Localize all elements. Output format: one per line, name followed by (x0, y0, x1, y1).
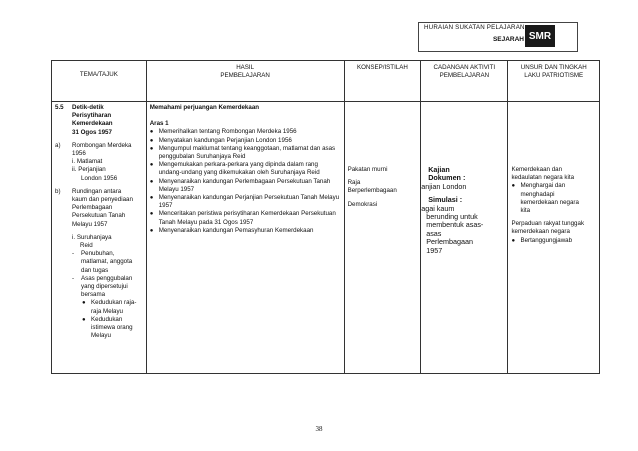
table-header-row (52, 61, 600, 102)
tema-cell: 5.5 Detik-detik Perisytiharan Kemerdekaan 31 Ogos 1957 a) Rombongan Merdeka 1956 i. Matlamat ii. Perjanjian London 1956 b) Rundingan antara kaum dan penyediaan Perlembagaan Persekutuan Tanah Melayu 1957 i. Suruhanjaya Reid - Penubuhan, matlamat, anggota dan tugas - Asas penggubalan yang dipersetujui bersama ● Kedudukan raja- raja Melayu ● Kedudukan istimewa orang Melayu (52, 102, 147, 374)
bullet-icon: ● (149, 195, 154, 202)
bullet-icon: ● (149, 178, 154, 185)
page-number: 38 (315, 425, 323, 433)
header-aktiviti: CADANGAN AKTIVITI PEMBELAJARAN (421, 61, 508, 102)
header-konsep: KONSEP/ISTILAH (344, 61, 421, 102)
bullet-icon: ● (149, 227, 154, 234)
header-patriotisme: UNSUR DAN TINGKAH LAKU PATRIOTISME (508, 61, 600, 102)
header-tema: TEMA/TAJUK (52, 61, 147, 102)
syllabus-table (51, 60, 600, 374)
bullet-icon: ● (82, 316, 86, 323)
bullet-icon: ● (149, 129, 154, 136)
konsep-cell: Pakatan murni Raja Berperlembagaan Demokrasi (344, 102, 421, 374)
hasil-cell: Memahami perjuangan Kemerdekaan Aras 1 ● Memerihalkan tentang Rombongan Merdeka 1956 ● Menyatakan kandungan Perjanjian London 1956 ● Mengumpul maklumat tentang keanggotaan, matlamat dan asas penggubalan Suruhanjaya Reid ● Mengemukakan perkara-perkara yang dipinda dalam rang undang-undang yang dikemukakan oleh Suruhanjaya Reid ● Menyenaraikan kandungan Perlembagaan Persekutuan Tanah Melayu 1957 ● Menyenaraikan kandungan Perjanjian Persekutuan Tanah Melayu 1957 ● Menceritakan peristiwa perisytiharan Kemerdekaan Persekutuan Tanah Melayu pada 31 Ogos 1957 ● Menyenaraikan kandungan Pemasyhuran Kemerdekaan (146, 102, 344, 374)
bullet-icon: ● (511, 237, 516, 244)
bullet-icon: ● (511, 183, 516, 190)
bullet-icon: ● (149, 162, 154, 169)
bullet-icon: ● (149, 137, 154, 144)
bullet-icon: ● (149, 145, 154, 152)
header-hasil: HASIL PEMBELAJARAN (146, 61, 344, 102)
bullet-icon: ● (149, 211, 154, 218)
aktiviti-cell: Kajian Dokumen : anjian London Simulasi : agai kaum berunding untuk membentuk asas- asas Perlembagaan 1957 (421, 102, 508, 374)
header-subject-title: HURAIAN SUKATAN PELAJARAN (424, 24, 525, 31)
table-row (52, 102, 600, 374)
patriotisme-cell: Kemerdekaan dan kedaulatan negara kita ● Menghargai dan menghadapi kemerdekaan negara kita Perpaduan rakyat tunggak kemerdekaan negara ● Bertanggungjawab (508, 102, 600, 374)
header-subject-name: SEJARAH (492, 36, 524, 43)
header-badge: SMR (525, 25, 555, 47)
bullet-icon: ● (82, 300, 86, 307)
